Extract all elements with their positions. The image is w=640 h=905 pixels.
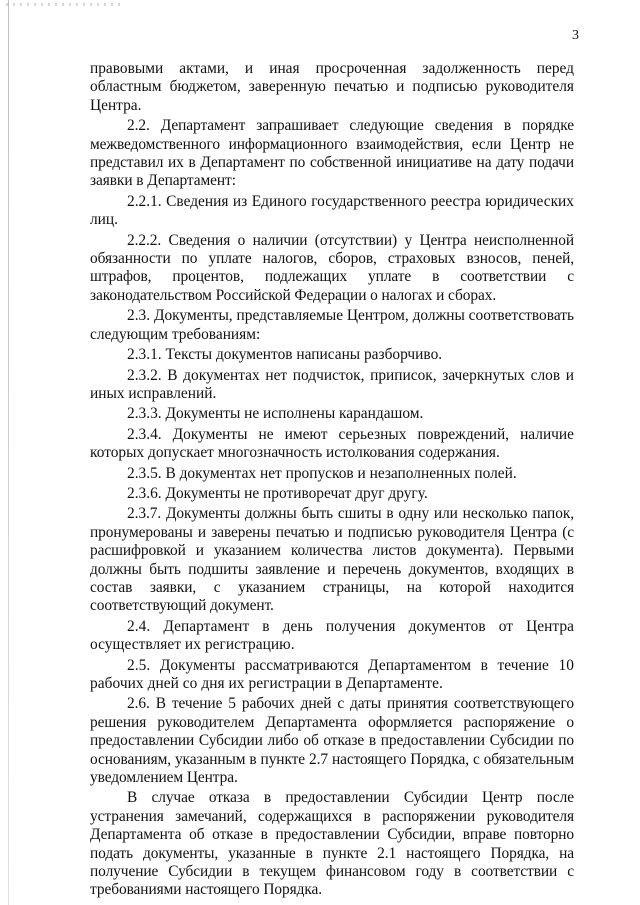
paragraph-2-5: 2.5. Документы рассматриваются Департаментом в течение 10 рабочих дней со дня их регистрации в Департаменте.: [90, 656, 574, 692]
paragraph-2-3-7: 2.3.7. Документы должны быть сшиты в одну или несколько папок, пронумерованы и заверены печатью и подписью руководителя Центра (с расшифровкой и указанием количества листов документа). Первыми должны быть подшиты заявление и перечень документов, входящих в состав заявки, с указанием страницы, на которой находится соответствующий документ.: [90, 505, 574, 615]
paragraph-continuation: правовыми актами, и иная просроченная задолженность перед областным бюджетом, заверенную печатью и подписью руководителя Центра.: [90, 60, 574, 114]
paragraph-refusal-case: В случае отказа в предоставлении Субсидии Центр после устранения замечаний, содержащихся в распоряжении руководителя Департамента об отказе в предоставлении Субсидии, вправе повторно подать документы, указанные в пункте 2.1 настоящего Порядка, на получение Субсидии в текущем финансовом году в соответствии с требованиями настоящего Порядка.: [90, 789, 574, 899]
paragraph-2-2-1: 2.2.1. Сведения из Единого государственного реестра юридических лиц.: [90, 192, 574, 229]
paragraph-2-2: 2.2. Департамент запрашивает следующие сведения в порядке межведомственного информационного взаимодействия, если Центр не представил их в Департамент по собственной инициативе на дату подачи заявки в Департамент:: [90, 117, 574, 190]
paragraph-2-3: 2.3. Документы, представляемые Центром, должны соответствовать следующим требованиям:: [90, 307, 574, 343]
document-body: [90, 60, 574, 902]
scan-noise: [6, 3, 121, 6]
paragraph-2-3-2: 2.3.2. В документах нет подчисток, приписок, зачеркнутых слов и иных исправлений.: [90, 366, 574, 402]
paragraph-2-3-3: 2.3.3. Документы не исполнены карандашом.: [127, 405, 424, 423]
scan-edge: [8, 0, 9, 905]
paragraph-2-4: 2.4. Департамент в день получения документов от Центра осуществляет их регистрацию.: [90, 617, 574, 654]
paragraph-2-3-5: 2.3.5. В документах нет пропусков и незаполненных полей.: [127, 464, 517, 482]
page-number: 3: [572, 28, 579, 43]
paragraph-2-6: 2.6. В течение 5 рабочих дней с даты принятия соответствующего решения руководителем Департамента оформляется распоряжение о предоставлении Субсидии либо об отказе в предоставлении Субсидии по основаниям, указанным в пункте 2.7 настоящего Порядка, с обязательным уведомлением Центра.: [90, 695, 574, 787]
paragraph-2-3-4: 2.3.4. Документы не имеют серьезных повреждений, наличие которых допускает многозначность истолкования содержания.: [90, 425, 574, 462]
paragraph-2-2-2: 2.2.2. Сведения о наличии (отсутствии) у Центра неисполненной обязанности по уплате налогов, сборов, страховых взносов, пеней, штрафов, процентов, подлежащих уплате в соответствии с законодательством Российской Федерации о налогах и сборах.: [90, 231, 574, 304]
paragraph-2-3-6: 2.3.6. Документы не противоречат друг другу.: [127, 484, 428, 502]
paragraph-2-3-1: 2.3.1. Тексты документов написаны разборчиво.: [127, 346, 443, 364]
